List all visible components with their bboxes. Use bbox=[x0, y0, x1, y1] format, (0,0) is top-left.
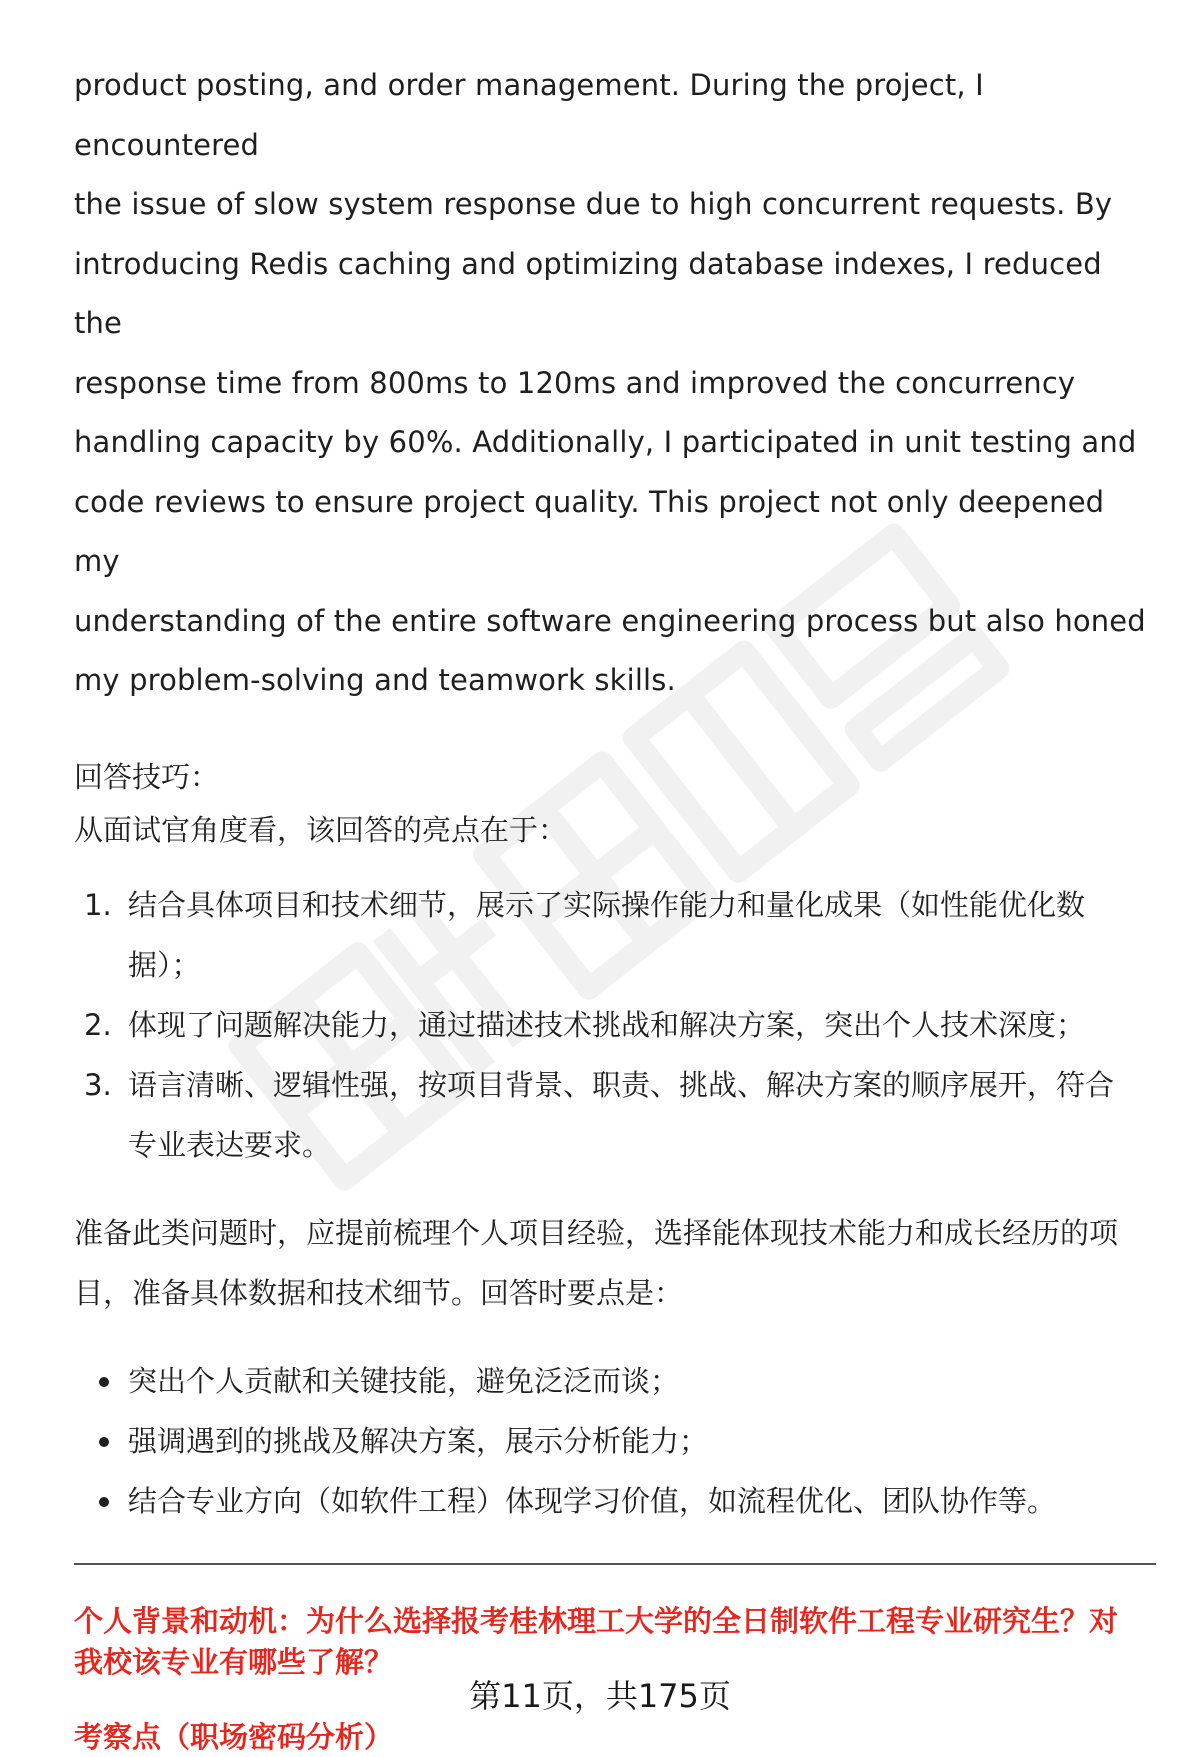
bullet-icon bbox=[99, 1377, 109, 1387]
answer-line: response time from 800ms to 120ms and improved the concurrency bbox=[74, 365, 1076, 400]
content-area bbox=[74, 56, 1159, 1757]
prep-paragraph bbox=[74, 1203, 1159, 1323]
point-text: 突出个人贡献和关键技能，避免泛泛而谈； bbox=[128, 1363, 680, 1398]
answer-line: product posting, and order management. During the project, I encountered bbox=[74, 68, 984, 162]
points-list bbox=[74, 1351, 1159, 1531]
highlight-text: 据）； bbox=[128, 947, 201, 982]
list-number: 3. bbox=[84, 1067, 112, 1102]
answer-line: the issue of slow system response due to high concurrent requests. By bbox=[74, 187, 1113, 221]
prep-line: 准备此类问题时，应提前梳理个人项目经验，选择能体现技术能力和成长经历的项 bbox=[74, 1215, 1119, 1250]
answer-line: code reviews to ensure project quality. This project not only deepened my bbox=[74, 484, 1105, 578]
highlight-text: 语言清晰、逻辑性强，按项目背景、职责、挑战、解决方案的顺序展开，符合 bbox=[128, 1067, 1115, 1102]
point-item bbox=[74, 1411, 1159, 1471]
answer-line: introducing Redis caching and optimizing database indexes, I reduced the bbox=[74, 246, 1102, 340]
bullet-icon bbox=[99, 1437, 109, 1447]
section-divider bbox=[74, 1563, 1156, 1565]
highlight-item bbox=[74, 995, 1159, 1055]
point-text: 结合专业方向（如软件工程）体现学习价值，如流程优化、团队协作等。 bbox=[128, 1483, 1057, 1518]
highlight-text: 结合具体项目和技术细节，展示了实际操作能力和量化成果（如性能优化数 bbox=[128, 887, 1086, 922]
analysis-subheading: 考察点（职场密码分析） bbox=[74, 1719, 394, 1754]
answer-line: handling capacity by 60%. Additionally, I participated in unit testing and bbox=[74, 425, 1137, 459]
tips-intro: 从面试官角度看，该回答的亮点在于： bbox=[74, 812, 568, 847]
question-line: 个人背景和动机：为什么选择报考桂林理工大学的全日制软件工程专业研究生？对 bbox=[74, 1603, 1119, 1638]
list-number: 2. bbox=[84, 1007, 112, 1042]
highlight-item bbox=[74, 875, 1159, 995]
point-text: 强调遇到的挑战及解决方案，展示分析能力； bbox=[128, 1423, 709, 1458]
answer-line: understanding of the entire software engineering process but also honed bbox=[74, 603, 1146, 638]
highlight-item bbox=[74, 1055, 1159, 1175]
tips-label: 回答技巧： bbox=[74, 759, 220, 794]
next-question-heading bbox=[74, 1601, 1159, 1683]
point-item bbox=[74, 1351, 1159, 1411]
point-item bbox=[74, 1471, 1159, 1531]
question-line: 我校该专业有哪些了解？ bbox=[74, 1644, 394, 1679]
highlight-text: 专业表达要求。 bbox=[128, 1127, 332, 1162]
bullet-icon bbox=[99, 1497, 109, 1507]
page-footer: 第11页，共175页 bbox=[469, 1677, 731, 1715]
highlight-text: 体现了问题解决能力，通过描述技术挑战和解决方案，突出个人技术深度； bbox=[128, 1007, 1086, 1042]
prep-line: 目，准备具体数据和技术细节。回答时要点是： bbox=[74, 1275, 684, 1310]
answer-paragraph bbox=[74, 56, 1159, 711]
answer-line: my problem-solving and teamwork skills. bbox=[74, 663, 676, 697]
list-number: 1. bbox=[84, 887, 112, 922]
highlights-list bbox=[74, 875, 1159, 1175]
